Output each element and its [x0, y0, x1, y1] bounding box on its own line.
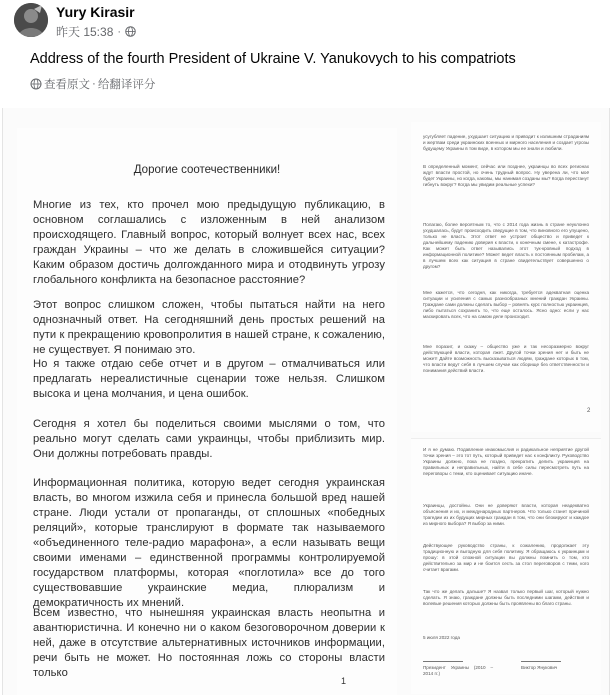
image-frame	[2, 108, 610, 695]
page2-paragraph: Мне поразит, и скажу – общество уже и так несоразмерно вокруг действующей власти, которая лжет. Другой точки зрения нет и быть не может! Дайте возможность высказываться людям, граждане которых в том, что власти ведут себя в лучшем случае как сборище без ответственности и понимания действий власти.	[423, 344, 589, 373]
page-number: 1	[341, 676, 347, 686]
document-date: 5 июля 2022 года	[423, 635, 460, 640]
signature-underline	[521, 661, 561, 662]
document-page-1	[17, 128, 397, 695]
signature-underline	[423, 661, 463, 662]
document-paragraph: Сегодня я хотел бы поделиться своими мыслями о том, что реально могут сделать сами украинцы, чтобы приблизить мир. Они должны потребовать правды.	[33, 418, 385, 460]
rate-translation-link[interactable]: 给翻译评分	[97, 79, 156, 91]
translate-icon	[30, 78, 42, 90]
document-paragraph: Но я также отдаю себе отчет и в другом – отмалчиваться или предлагать нереалистичные сценарии тоже нельзя. Слишком высока и цена молчания, и цена ошибок.	[33, 358, 385, 400]
post-time[interactable]: 昨天 15:38	[56, 25, 114, 39]
page2-paragraph: Полагаю, более вероятным то, что с 2014 года жизнь в стране неуклонно ухудшалась, будут происходить сведущие в том, что виновного его упущено, только не власть. Этот ответ не устроит общество и приведет к дальнейшему падению доверия к власти, к конечным смене, к катастрофе. Как может быть ответ назывались этот тук-кровный подход в информационной политике? Может ведет власть к постоянным пробелам, а в лучшем всех как ситуация в стране свидетельствует совершенно о другом?	[423, 222, 589, 269]
post-image[interactable]	[0, 108, 610, 695]
globe-icon	[125, 26, 136, 37]
document-paragraph: Этот вопрос слишком сложен, чтобы пытаться найти на него однозначный ответ. На сегодняшний день простых решений на пути к прекращению кровопролития в нашей стране, к сожалению, не существует. Я понимаю это.	[33, 299, 385, 356]
signature-title: Президент Украины (2010 – 2014 гг.)	[423, 665, 493, 676]
meta-separator: ·	[117, 25, 122, 38]
document-title: Дорогие соотечественники!	[133, 164, 281, 176]
page3-paragraph: Так что же делать дальше? Я назвал только первый шаг, который нужно сделать. Я знаю, граждане должны быть последними шагами, действия и волевые решения которых должны быть проявлены во благо страны.	[423, 589, 589, 606]
page3-paragraph: Украинцы, достойны. Они не доверяют власти, которая неадекватно объяснения и их, и международных партнеров. Что только станет причиной трагедии из их будущих мирных граждан в том, что они блокируют и каждое из мирного выбора? Я выбор за ними.	[423, 503, 589, 526]
action-separator: ·	[92, 78, 96, 90]
page2-paragraph: усугубляет падение, ухудшает ситуацию и приводит к излишним страданиям и жертвам среди украинских военных и мирного населения и создает угрозы будущему Украины в том виде, в котором мы ее знали и любили.	[423, 134, 589, 151]
avatar-image	[14, 3, 48, 37]
page3-paragraph: Действующее руководство страны, к сожалению, продолжает эту традиционную и выгодную для себя политику. Я обращаюсь к украинцам и прошу: в этой сложной ситуации вы должны помнить о том, кто действительно за мир и не боится сесть за стол переговоров с теми, кого считает врагами.	[423, 543, 589, 572]
page2-paragraph: В определенный момент, сейчас или позднее, украинцы во всех регионах ждут власти простой, но очень трудный вопрос. Ну уверена ли, что моё будет Украины, но когда, каковы, мы нанимая созданы мы? Когда перестанут гибнуть вокруг? Когда мы увидим реальные успехи?	[423, 164, 589, 187]
document-page-2	[411, 122, 601, 432]
document-paragraph: Информационная политика, которую ведет сегодня украинская власть, во многом изжила себя и принесла большой вред нашей стране. Люди устали от пропаганды, от сплошных «победных реляций», которые транслируют в формате так называемого «объединенного теле-радио марафона», а если называть вещи своими именами – единственной программы контролируемой государством платформы, которая «поглотила» все до того существовавшие украинские медиа, плюрализм и демократичность их мнений.	[33, 477, 385, 609]
post-header	[0, 0, 610, 44]
post-meta	[56, 23, 136, 40]
page2-paragraph: Мне кажется, что сегодня, как никогда, требуется адекватная оценка ситуации и усиления с самых разнообразных мнений граждан Украины. Граждане сами должны сделать выбор – ровнять курс полностью украинцев, либо пытаться сохранить то, что еще осталось. Ясно одно: если у нас маскировать всех, что на самом деле происходит.	[423, 290, 589, 319]
signature-name: Виктор Янукович	[521, 665, 558, 670]
page3-paragraph: И я не думаю. Подавление инакомыслия и радикальное неприятие другой точки зрения – это тот путь, который приведет нас к конфликту. Руководство Украины должно, пока не поздно, прекратить делить украинцев на правильных и неправильных, найти в себе силы пересмотреть путь на переговоры с теми, кто оценивает ситуацию иначе.	[423, 447, 589, 476]
author-name[interactable]: Yury Kirasir	[56, 4, 135, 20]
see-original-link[interactable]: 查看原文	[44, 79, 90, 91]
post-text: Address of the fourth President of Ukraine V. Yanukovych to his compatriots	[30, 51, 516, 67]
page2-number: 2	[587, 408, 591, 414]
document-page-3	[411, 438, 601, 694]
document-paragraph: Многие из тех, кто прочел мою предыдущую публикацию, в основном соглашались с изложенным в ней анализом происходящего. Главный вопрос, который волнует всех нас, всех граждан Украины – что же делать в сложившейся ситуации? Каким образом достичь долгожданного мира и отодвинуть угрозу глобального конфликта на безопасное расстояние?	[33, 199, 385, 286]
translation-actions	[30, 76, 155, 92]
avatar[interactable]	[14, 3, 48, 37]
document-paragraph: Всем известно, что нынешняя украинская власть неопытна и авантюристична. И конечно ни о каком безоговорочном доверии к ней, даже в отсутствие альтернативных источников информации, речи быть не может. Но постоянная ложь со стороны власти только	[33, 607, 385, 679]
